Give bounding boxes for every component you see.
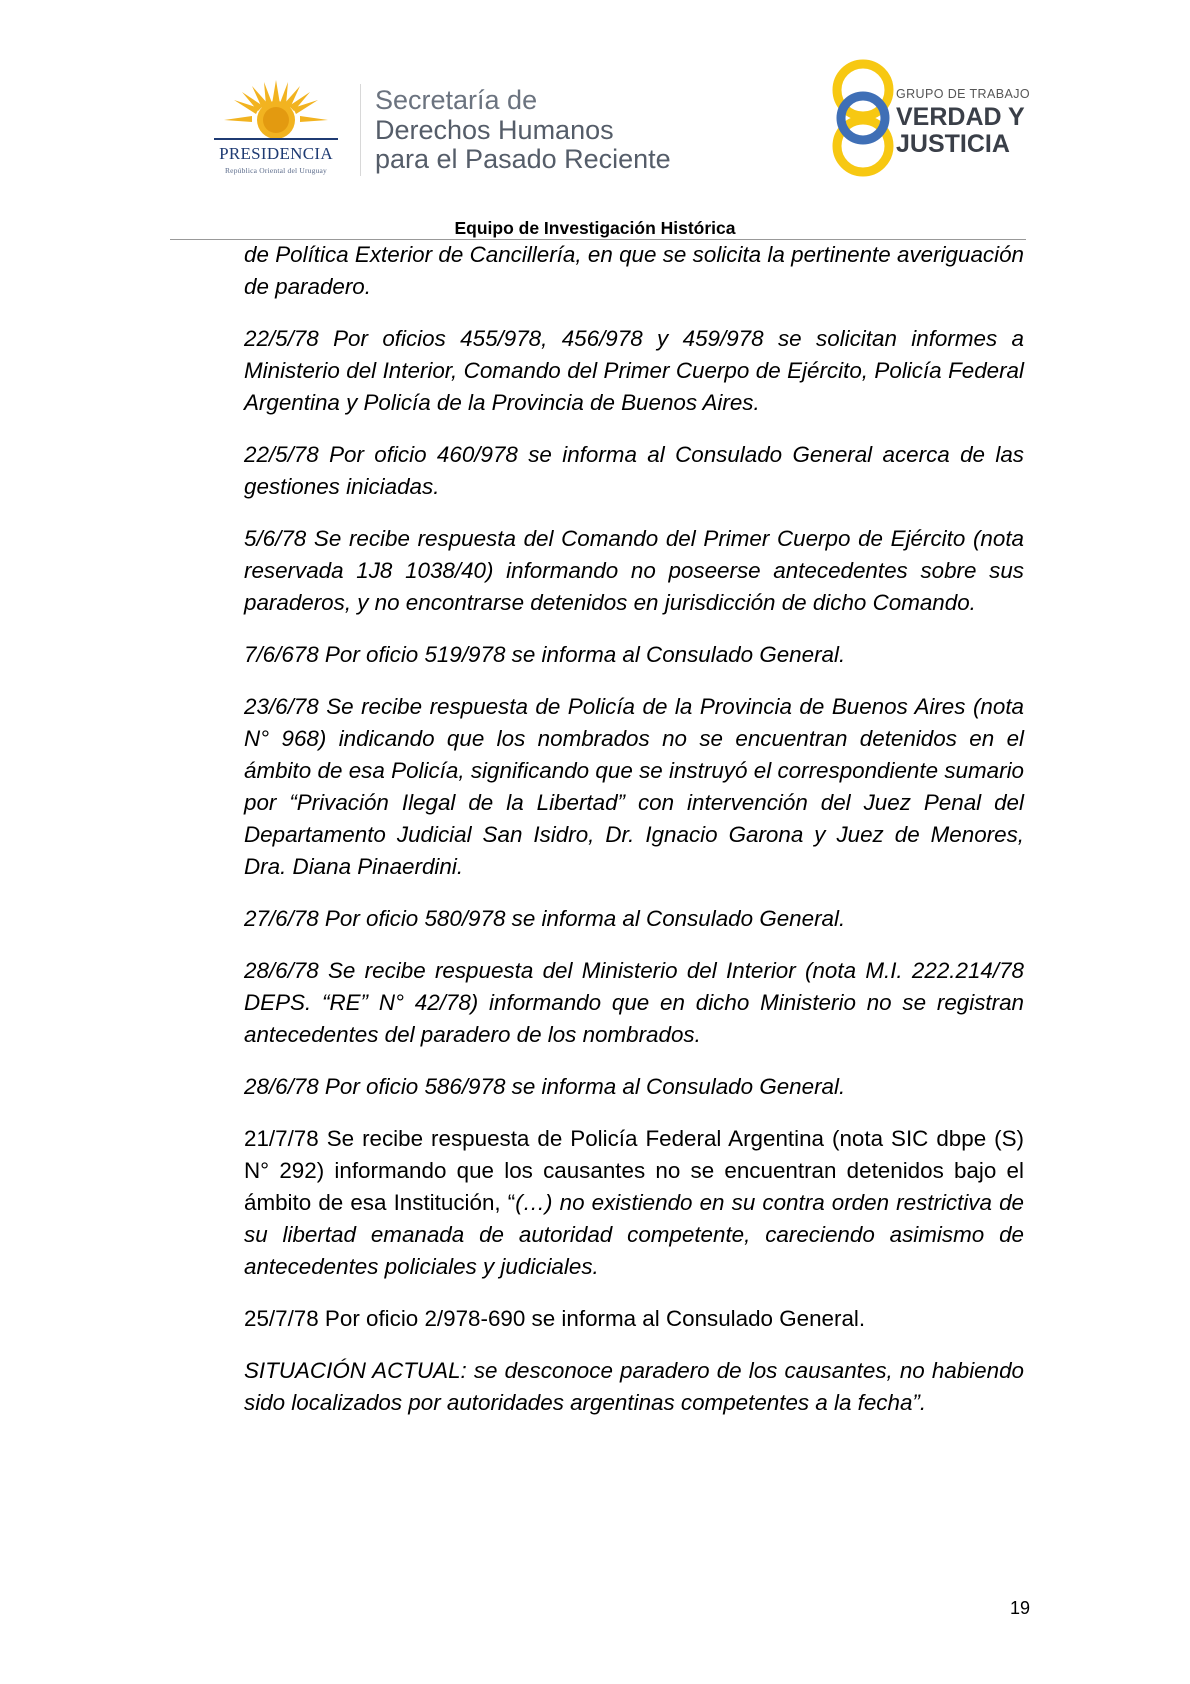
presidencia-name: PRESIDENCIA: [219, 144, 333, 163]
gtvj-line-2: VERDAD Y: [896, 102, 1025, 131]
secretaria-line-2: Derechos Humanos: [375, 114, 614, 145]
paragraph-italic-quote: (…) no existiendo en su contra orden restrictiva de su libertad emanada de autoridad competente, careciendo asimismo de antecedentes policiales y judiciales.: [244, 1190, 1024, 1279]
paragraph: 22/5/78 Por oficio 460/978 se informa al Consulado General acerca de las gestiones iniciadas.: [244, 442, 1024, 499]
paragraph-normal-part: 21/7/78 Se recibe respuesta de Policía Federal Argentina (nota SIC dbpe (S) N° 292) informando que los causantes no se encuentran detenidos bajo el ámbito de esa Institución, “: [244, 1126, 1024, 1215]
presidencia-subtitle: República Oriental del Uruguay: [224, 166, 327, 175]
presidencia-logo: [196, 78, 356, 174]
secretaria-line-1: Secretaría de: [375, 85, 538, 115]
sun-emblem-icon: [196, 78, 356, 144]
paragraph: 22/5/78 Por oficios 455/978, 456/978 y 459/978 se solicitan informes a Ministerio del Interior, Comando del Primer Cuerpo de Ejército, Policía Federal Argentina y Policía de la Provincia de Buenos Aires.: [244, 326, 1024, 415]
paragraph: 7/6/678 Por oficio 519/978 se informa al Consulado General.: [244, 642, 846, 667]
paragraph: 23/6/78 Se recibe respuesta de Policía de la Provincia de Buenos Aires (nota N° 968) indicando que los nombrados no se encuentran detenidos en el ámbito de esa Policía, significando que se instruyó el correspondiente sumario por “Privación Ilegal de la Libertad” con intervención del Juez Penal del Departamento Judicial San Isidro, Dr. Ignacio Garona y Juez de Menores, Dra. Diana Pinaerdini.: [244, 694, 1024, 879]
paragraph-mixed: [244, 1123, 1024, 1283]
gtvj-line-1: GRUPO DE TRABAJO: [896, 87, 1030, 101]
page-number: 19: [1009, 1598, 1030, 1618]
secretaria-line-3: para el Pasado Reciente: [375, 144, 671, 175]
gtvj-line-3: JUSTICIA: [896, 129, 1010, 158]
page-header: [0, 0, 1190, 240]
team-title: Equipo de Investigación Histórica: [454, 218, 736, 238]
paragraph: 5/6/78 Se recibe respuesta del Comando del Primer Cuerpo de Ejército (nota reservada 1J8 1038/40) informando no poseerse antecedentes sobre sus paraderos, y no encontrarse detenidos en jurisdicción de dicho Comando.: [244, 526, 1024, 615]
paragraph: 25/7/78 Por oficio 2/978-690 se informa al Consulado General.: [244, 1306, 866, 1331]
paragraph: 28/6/78 Por oficio 586/978 se informa al Consulado General.: [244, 1074, 846, 1099]
document-body: [244, 239, 1024, 1439]
secretaria-logo-text: [375, 86, 671, 175]
verdad-justicia-logo-text: [896, 88, 1030, 157]
paragraph: de Política Exterior de Cancillería, en que se solicita la pertinente averiguación de paradero.: [244, 242, 1024, 299]
paragraph: 28/6/78 Se recibe respuesta del Ministerio del Interior (nota M.I. 222.214/78 DEPS. “RE” N° 42/78) informando que en dicho Ministerio no se registran antecedentes del paradero de los nombrados.: [244, 958, 1024, 1047]
header-divider: [360, 84, 361, 176]
paragraph: 27/6/78 Por oficio 580/978 se informa al Consulado General.: [244, 906, 846, 931]
paragraph-situacion-actual: SITUACIÓN ACTUAL: se desconoce paradero de los causantes, no habiendo sido localizados por autoridades argentinas competentes a la fecha”.: [244, 1358, 1024, 1415]
